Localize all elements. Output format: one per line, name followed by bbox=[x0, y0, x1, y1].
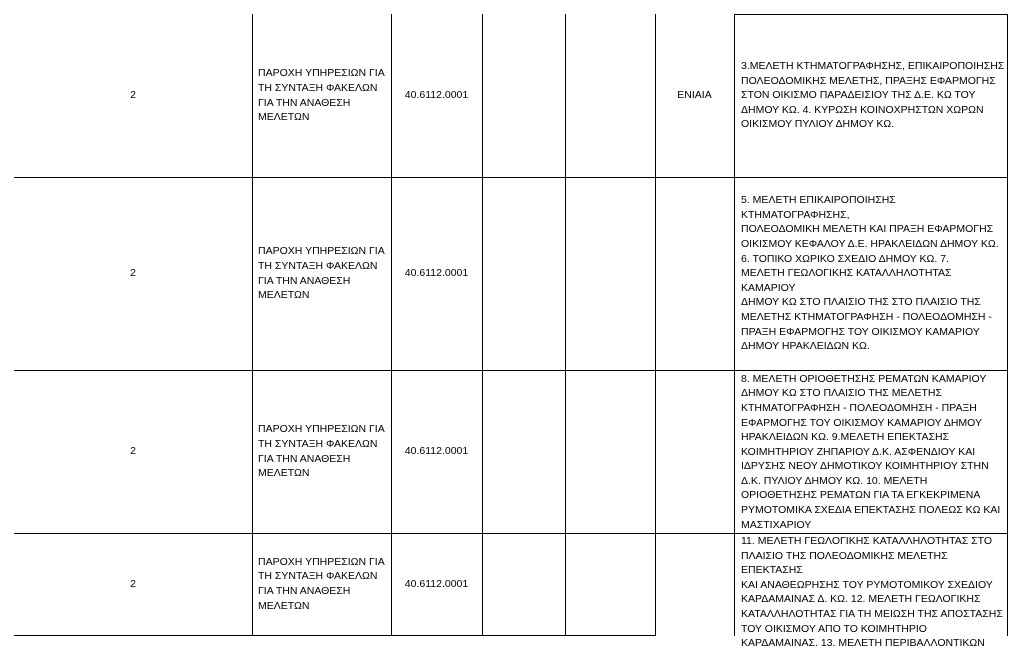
description-text: 3.ΜΕΛΕΤΗ ΚΤΗΜΑΤΟΓΡΑΦΗΣΗΣ, ΕΠΙΚΑΙΡΟΠΟΙΗΣΗΣ ΠΟΛΕΟΔΟΜΙΚΗΣ ΜΕΛΕΤΗΣ, ΠΡΑΞΗΣ ΕΦΑΡΜΟΓΗΣ ΣΤΟΝ ΟΙΚΙΣΜΟ ΠΑΡΑΔΕΙΣΙΟΥ ΤΗΣ Δ.Ε. ΚΩ ΤΟΥ ΔΗΜΟΥ ΚΩ. 4. ΚΥΡΩΣΗ ΚΟΙΝΟΧΡΗΣΤΩΝ ΧΩΡΩΝ ΟΙΚΙΣΜΟΥ ΠΥΛΙΟΥ ΔΗΜΟΥ ΚΩ. bbox=[741, 60, 1005, 131]
description-text: 5. ΜΕΛΕΤΗ ΕΠΙΚΑΙΡΟΠΟΙΗΣΗΣ ΚΤΗΜΑΤΟΓΡΑΦΗΣΗΣ, ΠΟΛΕΟΔΟΜΙΚΗ ΜΕΛΕΤΗ ΚΑΙ ΠΡΑΞΗ ΕΦΑΡΜΟΓΗΣ ΟΙΚΙΣΜΟΥ ΚΕΦΑΛΟΥ Δ.Ε. ΗΡΑΚΛΕΙΔΩΝ ΔΗΜΟΥ ΚΩ. 6. ΤΟΠΙΚΟ ΧΩΡΙΚΟ ΣΧΕΔΙΟ ΔΗΜΟΥ ΚΩ. 7. ΜΕΛΕΤΗ ΓΕΩΛΟΓΙΚΗΣ ΚΑΤΑΛΛΗΛΟΤΗΤΑΣ ΚΑΜΑΡΙΟΥ ΔΗΜΟΥ ΚΩ ΣΤΟ ΠΛΑΙΣΙΟ ΤΗΣ ΣΤΟ ΠΛΑΙΣΙΟ ΤΗΣ ΜΕΛΕΤΗΣ ΚΤΗΜΑΤΟΓΡΑΦΗΣΗ - ΠΟΛΕΟΔΟΜΗΣΗ - ΠΡΑΞΗ ΕΦΑΡΜΟΓΗΣ ΤΟΥ ΟΙΚΙΣΜΟΥ ΚΑΜΑΡΙΟΥ ΔΗΜΟΥ ΗΡΑΚΛΕΙΔΩΝ ΚΩ. bbox=[741, 194, 999, 353]
col-border bbox=[252, 14, 253, 636]
service-cell bbox=[258, 14, 390, 177]
code-cell bbox=[391, 14, 482, 177]
service-text: ΠΑΡΟΧΗ ΥΠΗΡΕΣΙΩΝ ΓΙΑ ΤΗ ΣΥΝΤΑΞΗ ΦΑΚΕΛΩΝ ΓΙΑ ΤΗΝ ΑΝΑΘΕΣΗ ΜΕΛΕΤΩΝ bbox=[258, 555, 385, 612]
service-cell bbox=[258, 533, 390, 635]
service-text: ΠΑΡΟΧΗ ΥΠΗΡΕΣΙΩΝ ΓΙΑ ΤΗ ΣΥΝΤΑΞΗ ΦΑΚΕΛΩΝ ΓΙΑ ΤΗΝ ΑΝΑΘΕΣΗ ΜΕΛΕΤΩΝ bbox=[258, 67, 385, 124]
table-row bbox=[14, 177, 252, 370]
service-cell bbox=[258, 370, 390, 533]
service-cell bbox=[258, 177, 390, 370]
budget-code: 40.6112.0001 bbox=[404, 89, 469, 102]
col-border bbox=[482, 14, 483, 636]
col-border bbox=[1007, 14, 1008, 636]
budget-code: 40.6112.0001 bbox=[404, 445, 469, 458]
row-number: 2 bbox=[130, 89, 136, 102]
table-bottom-border bbox=[14, 635, 655, 636]
table-row bbox=[14, 370, 252, 533]
code-cell bbox=[391, 177, 482, 370]
type-cell bbox=[655, 177, 734, 370]
description-cell bbox=[741, 177, 1006, 370]
description-text: 8. ΜΕΛΕΤΗ ΟΡΙΟΘΕΤΗΣΗΣ ΡΕΜΑΤΩΝ ΚΑΜΑΡΙΟΥ ΔΗΜΟΥ ΚΩ ΣΤΟ ΠΛΑΙΣΙΟ ΤΗΣ ΜΕΛΕΤΗΣ ΚΤΗΜΑΤΟΓΡΑΦΗΣΗ - ΠΟΛΕΟΔΟΜΗΣΗ - ΠΡΑΞΗ ΕΦΑΡΜΟΓΗΣ ΤΟΥ ΟΙΚΙΣΜΟΥ ΚΑΜΑΡΙΟΥ ΔΗΜΟΥ ΗΡΑΚΛΕΙΔΩΝ ΚΩ. 9.ΜΕΛΕΤΗ ΕΠΕΚΤΑΣΗΣ ΚΟΙΜΗΤΗΡΙΟΥ ΖΗΠΑΡΙΟΥ Δ.Κ. ΑΣΦΕΝΔΙΟΥ ΚΑΙ ΙΔΡΥΣΗΣ ΝΕΟΥ ΔΗΜΟΤΙΚΟΥ ΚΟΙΜΗΤΗΡΙΟΥ ΣΤΗΝ Δ.Κ. ΠΥΛΙΟΥ ΔΗΜΟΥ ΚΩ. 10. ΜΕΛΕΤΗ ΟΡΙΟΘΕΤΗΣΗΣ ΡΕΜΑΤΩΝ ΓΙΑ ΤΑ ΕΓΚΕΚΡΙΜΕΝΑ ΡΥΜΟΤΟΜΙΚΑ ΣΧΕΔΙΑ ΕΠΕΚΤΑΣΗΣ ΠΟΛΕΩΣ ΚΩ ΚΑΙ ΜΑΣΤΙΧΑΡΙΟΥ bbox=[741, 372, 1001, 531]
type-cell bbox=[655, 370, 734, 533]
table-row bbox=[14, 533, 252, 635]
col-border bbox=[734, 14, 735, 636]
service-text: ΠΑΡΟΧΗ ΥΠΗΡΕΣΙΩΝ ΓΙΑ ΤΗ ΣΥΝΤΑΞΗ ΦΑΚΕΛΩΝ ΓΙΑ ΤΗΝ ΑΝΑΘΕΣΗ ΜΕΛΕΤΩΝ bbox=[258, 423, 385, 480]
description-cell bbox=[741, 371, 1006, 533]
type-cell bbox=[655, 533, 734, 635]
budget-code: 40.6112.0001 bbox=[404, 577, 469, 590]
col-border bbox=[565, 14, 566, 636]
budget-table bbox=[14, 14, 1008, 650]
service-text: ΠΑΡΟΧΗ ΥΠΗΡΕΣΙΩΝ ΓΙΑ ΤΗ ΣΥΝΤΑΞΗ ΦΑΚΕΛΩΝ ΓΙΑ ΤΗΝ ΑΝΑΘΕΣΗ ΜΕΛΕΤΩΝ bbox=[258, 245, 385, 302]
row-number: 2 bbox=[130, 445, 136, 458]
code-cell bbox=[391, 370, 482, 533]
table-row bbox=[14, 14, 252, 177]
description-cell bbox=[741, 534, 1006, 650]
description-text: 11. ΜΕΛΕΤΗ ΓΕΩΛΟΓΙΚΗΣ ΚΑΤΑΛΛΗΛΟΤΗΤΑΣ ΣΤΟ ΠΛΑΙΣΙΟ ΤΗΣ ΠΟΛΕΟΔΟΜΙΚΗΣ ΜΕΛΕΤΗΣ ΕΠΕΚΤΑΣΗΣ ΚΑΙ ΑΝΑΘΕΩΡΗΣΗΣ ΤΟΥ ΡΥΜΟΤΟΜΙΚΟΥ ΣΧΕΔΙΟΥ ΚΑΡΔΑΜΑΙΝΑΣ Δ. ΚΩ. 12. ΜΕΛΕΤΗ ΓΕΩΛΟΓΙΚΗΣ ΚΑΤΑΛΛΗΛΟΤΗΤΑΣ ΓΙΑ ΤΗ ΜΕΙΩΣΗ ΤΗΣ ΑΠΟΣΤΑΣΗΣ ΤΟΥ ΟΙΚΙΣΜΟΥ ΑΠΟ ΤΟ ΚΟΙΜΗΤΗΡΙΟ ΚΑΡΔΑΜΑΙΝΑΣ. 13. ΜΕΛΕΤΗ ΠΕΡΙΒΑΛΛΟΝΤΙΚΩΝ bbox=[741, 535, 1003, 650]
code-cell bbox=[391, 533, 482, 635]
type-cell bbox=[655, 14, 734, 177]
row-number: 2 bbox=[130, 577, 136, 590]
type-text: ΕΝΙΑΙΑ bbox=[677, 89, 712, 102]
row-number: 2 bbox=[130, 267, 136, 280]
description-cell bbox=[741, 14, 1006, 177]
budget-code: 40.6112.0001 bbox=[404, 267, 469, 280]
